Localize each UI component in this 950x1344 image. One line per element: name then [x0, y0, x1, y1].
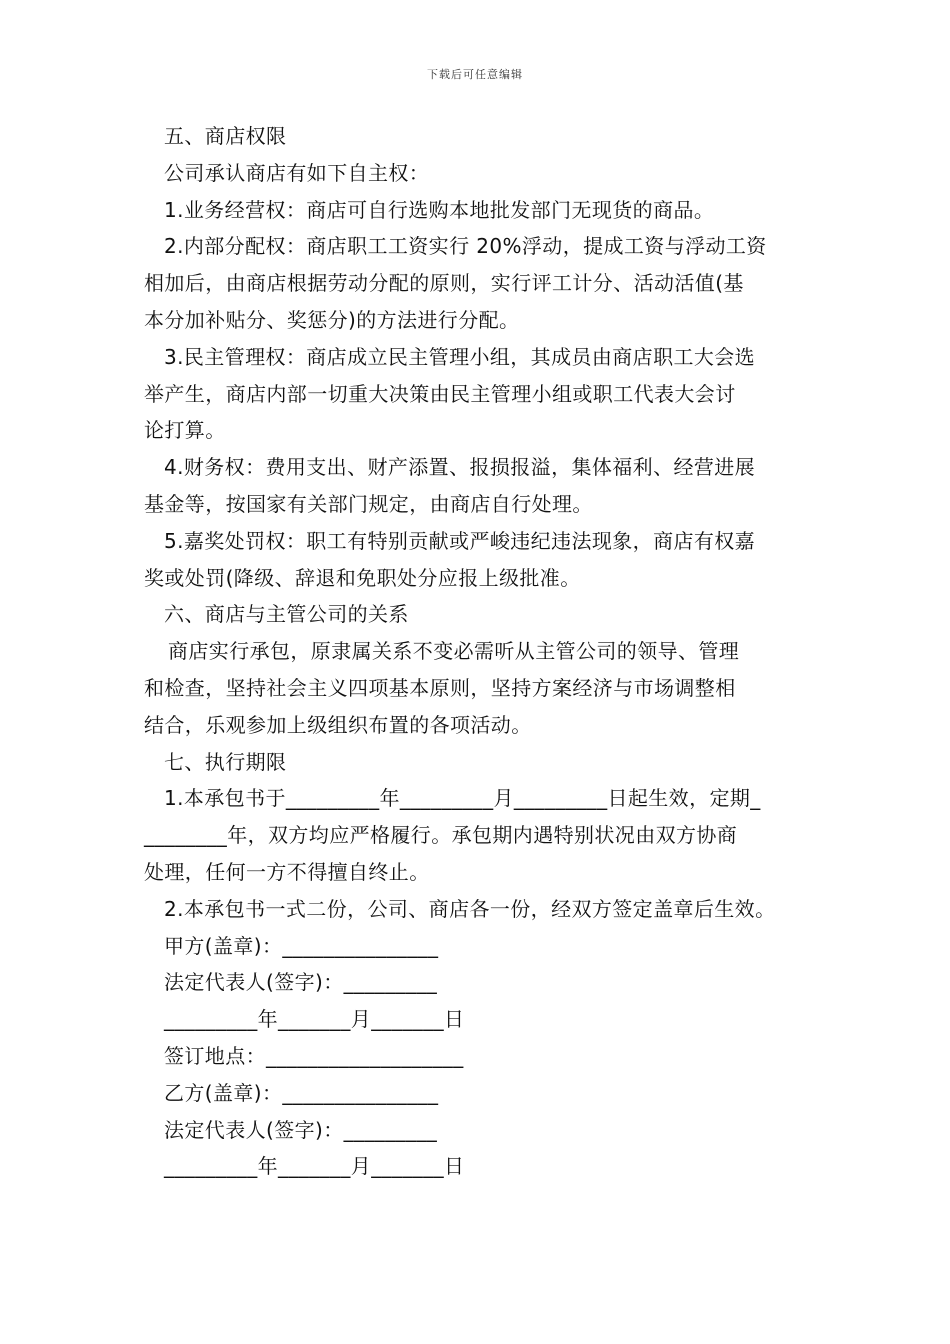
paragraph-line: 3.民主管理权：商店成立民主管理小组，其成员由商店职工大会选	[164, 344, 756, 369]
signature-legal-rep-b: 法定代表人(签字)：_________	[164, 1117, 438, 1142]
paragraph-line: 奖或处罚(降级、辞退和免职处分应报上级批准。	[144, 565, 581, 590]
page-header-note: 下载后可任意编辑	[427, 68, 523, 81]
paragraph-line: 4.财务权：费用支出、财产添置、报损报溢，集体福利、经营进展	[164, 455, 756, 480]
signature-party-b: 乙方(盖章)：_______________	[164, 1080, 439, 1105]
paragraph-line: 结合，乐观参加上级组织布置的各项活动。	[144, 712, 532, 737]
signature-date-b: _________年_______月_______日	[164, 1154, 465, 1179]
section-heading-7: 七、执行期限	[164, 749, 287, 774]
signature-party-a: 甲方(盖章)：_______________	[164, 933, 439, 958]
section-heading-6: 六、商店与主管公司的关系	[164, 602, 409, 627]
paragraph-line: ________年，双方均应严格履行。承包期内遇特别状况由双方协商	[144, 823, 738, 848]
signature-legal-rep-a: 法定代表人(签字)：_________	[164, 970, 438, 995]
section-heading-5: 五、商店权限	[164, 124, 287, 148]
paragraph-line: 2.本承包书一式二份，公司、商店各一份，经双方签定盖章后生效。	[164, 896, 776, 921]
paragraph-line: 本分加补贴分、奖惩分)的方法进行分配。	[144, 307, 520, 332]
paragraph-line: 基金等，按国家有关部门规定，由商店自行处理。	[144, 491, 593, 516]
paragraph-line: 1.业务经营权：商店可自行选购本地批发部门无现货的商品。	[164, 197, 715, 222]
signature-date-a: _________年_______月_______日	[164, 1007, 465, 1032]
paragraph-line: 处理，任何一方不得擅自终止。	[144, 859, 430, 884]
document-body	[144, 118, 824, 1185]
paragraph-line: 商店实行承包，原隶属关系不变必需听从主管公司的领导、管理	[168, 639, 740, 664]
paragraph-line: 和检查，坚持社会主义四项基本原则，坚持方案经济与市场调整相	[144, 675, 736, 700]
paragraph-line: 举产生，商店内部一切重大决策由民主管理小组或职工代表大会讨	[144, 381, 736, 406]
paragraph-line: 1.本承包书于_________年_________月_________日起生效，定期_	[164, 786, 761, 811]
paragraph-line: 2.内部分配权：商店职工工资实行 20%浮动，提成工资与浮动工资	[164, 234, 767, 259]
paragraph-line: 5.嘉奖处罚权：职工有特别贡献或严峻违纪违法现象，商店有权嘉	[164, 528, 756, 553]
paragraph-line: 相加后，由商店根据劳动分配的原则，实行评工计分、活动活值(基	[144, 271, 744, 296]
paragraph-line: 论打算。	[144, 418, 226, 443]
paragraph-line: 公司承认商店有如下自主权：	[164, 160, 430, 185]
signing-location: 签订地点：___________________	[164, 1043, 464, 1068]
